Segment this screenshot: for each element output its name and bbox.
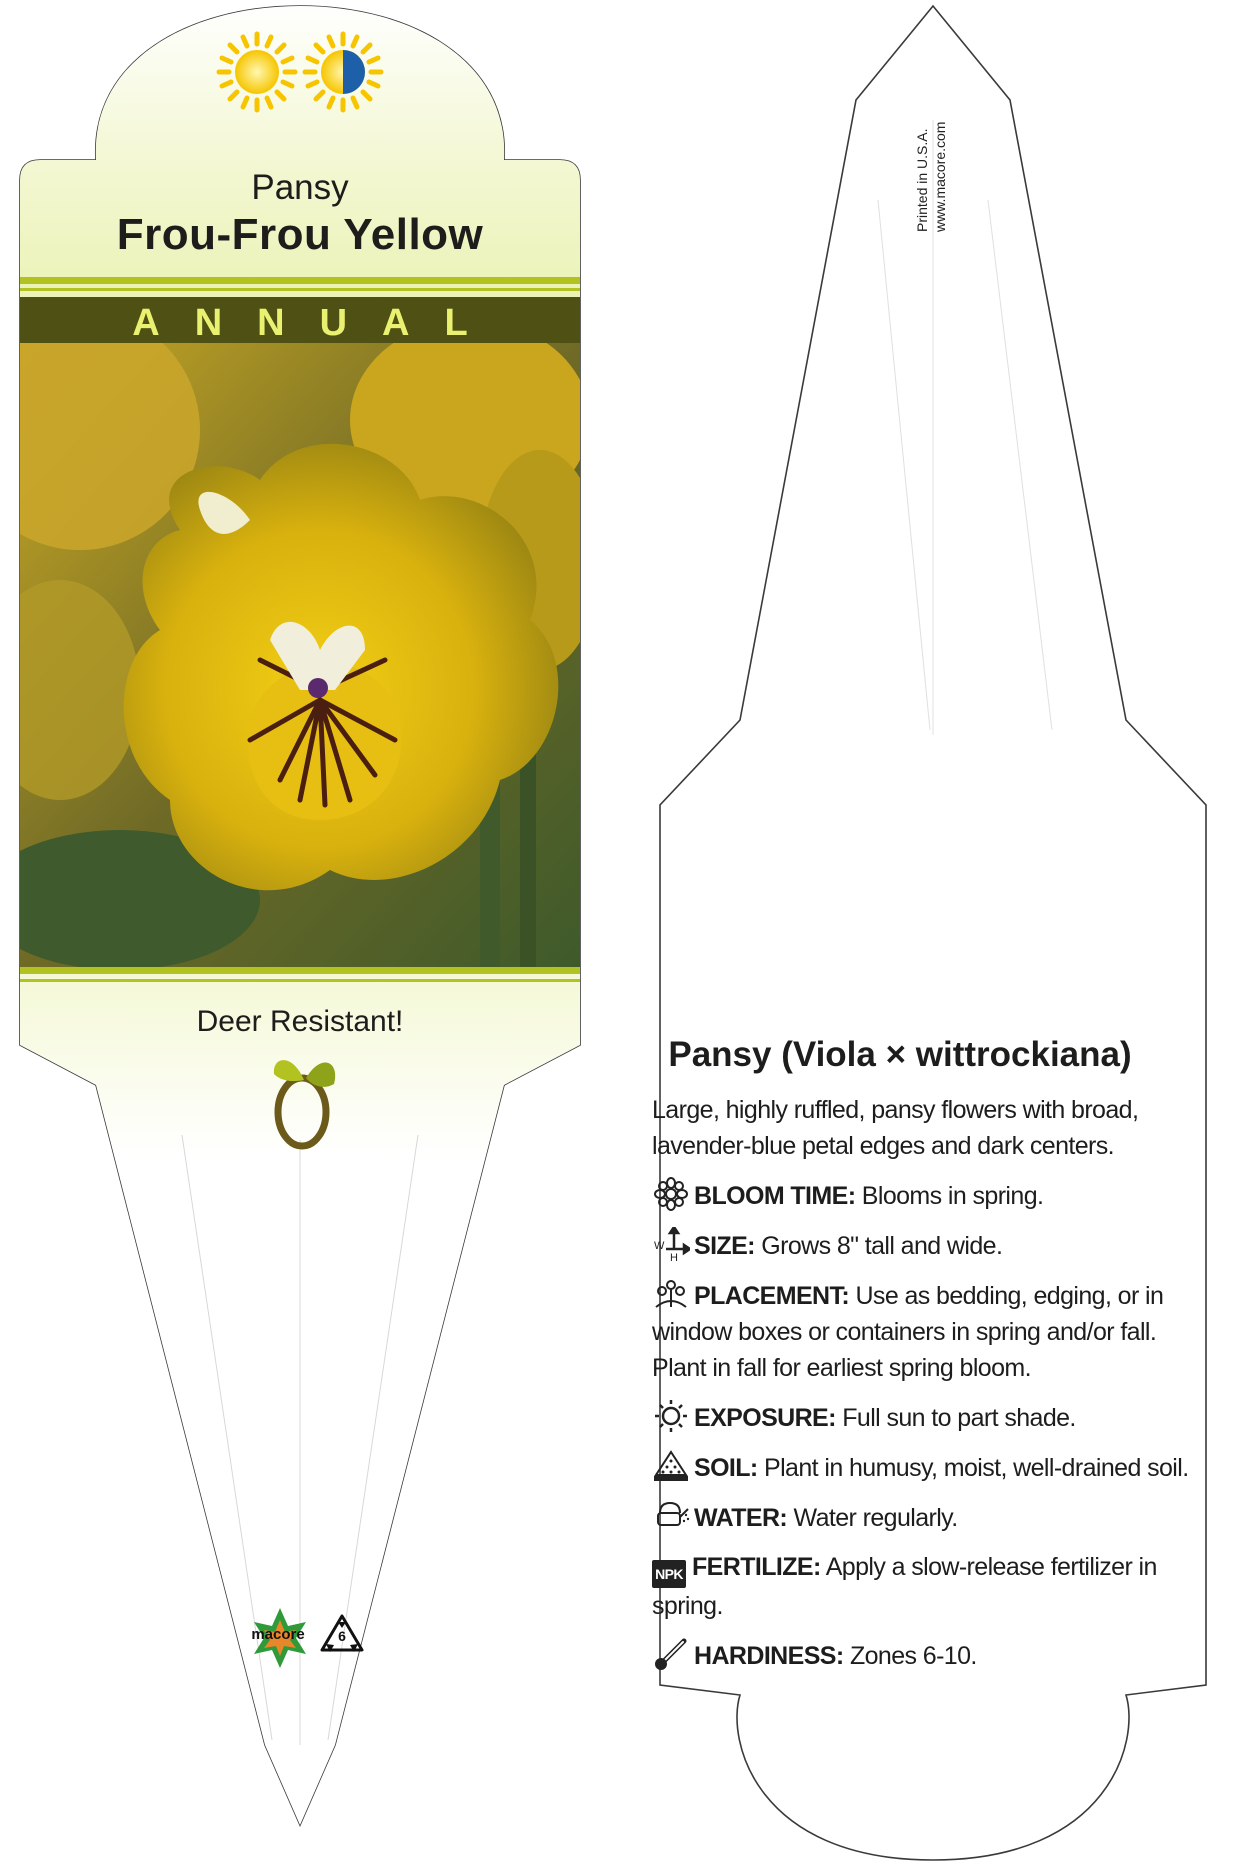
part-sun-icon	[305, 34, 381, 110]
care-item-fertilize	[652, 1549, 1207, 1624]
recycle-code: 6	[338, 1628, 346, 1644]
full-sun-icon	[219, 34, 295, 110]
hardiness-text: Zones 6-10.	[849, 1642, 977, 1670]
size-icon-w: W	[654, 1240, 664, 1252]
placement-text: Use as bedding, edging, or in window boxes or containers in spring and/or fall. Plant in fall for earliest spring bloom.	[652, 1282, 1164, 1382]
back-title: Pansy (Viola × wittrockiana)	[668, 1035, 1132, 1074]
size-icon	[652, 1227, 690, 1261]
soil-icon	[652, 1449, 690, 1483]
flower-icon	[652, 1177, 690, 1211]
care-item-hardiness	[652, 1637, 1207, 1674]
printed-info	[913, 122, 949, 232]
size-icon-h: H	[670, 1252, 678, 1261]
soil-text: Plant in humusy, moist, well-drained soil.	[764, 1454, 1189, 1482]
care-item-bloom	[652, 1177, 1207, 1214]
size-text: Grows 8" tall and wide.	[761, 1232, 1003, 1260]
care-item-size	[652, 1227, 1207, 1264]
variety-name: Frou-Frou Yellow	[116, 210, 484, 259]
fertilize-label: FERTILIZE:	[692, 1553, 821, 1581]
water-text: Water regularly.	[793, 1504, 958, 1532]
feature-text: Deer Resistant!	[196, 1005, 404, 1038]
printed-line-1: Printed in U.S.A.	[914, 128, 930, 232]
care-item-placement	[652, 1277, 1207, 1386]
brand-logo-text: macore	[251, 1626, 305, 1643]
exposure-text: Full sun to part shade.	[842, 1404, 1076, 1432]
soil-label: SOIL:	[694, 1454, 758, 1482]
hardiness-label: HARDINESS:	[694, 1642, 844, 1670]
water-label: WATER:	[694, 1504, 788, 1532]
common-name: Pansy	[251, 168, 349, 207]
care-item-water	[652, 1499, 1207, 1536]
bloom-text: Blooms in spring.	[861, 1182, 1044, 1210]
bloom-label: BLOOM TIME:	[694, 1182, 856, 1210]
printed-line-2: www.macore.com	[932, 121, 948, 232]
thermometer-icon	[652, 1637, 690, 1671]
care-item-soil	[652, 1449, 1207, 1486]
description: Large, highly ruffled, pansy flowers with broad, lavender-blue petal edges and dark centers.	[652, 1096, 1139, 1160]
fertilizer-icon: NPK	[652, 1560, 686, 1588]
sun-icon	[652, 1399, 690, 1433]
placement-label: PLACEMENT:	[694, 1282, 850, 1310]
fertilize-text: Apply a slow-release fertilizer in spring.	[652, 1553, 1157, 1620]
placement-icon	[652, 1277, 690, 1311]
care-item-exposure	[652, 1399, 1207, 1436]
care-info	[652, 1092, 1207, 1687]
watering-can-icon	[652, 1499, 690, 1533]
size-label: SIZE:	[694, 1232, 755, 1260]
front-tag	[0, 0, 600, 1865]
category-band: ANNUAL	[132, 302, 503, 344]
exposure-label: EXPOSURE:	[694, 1404, 836, 1432]
pansy-photo	[0, 310, 600, 980]
